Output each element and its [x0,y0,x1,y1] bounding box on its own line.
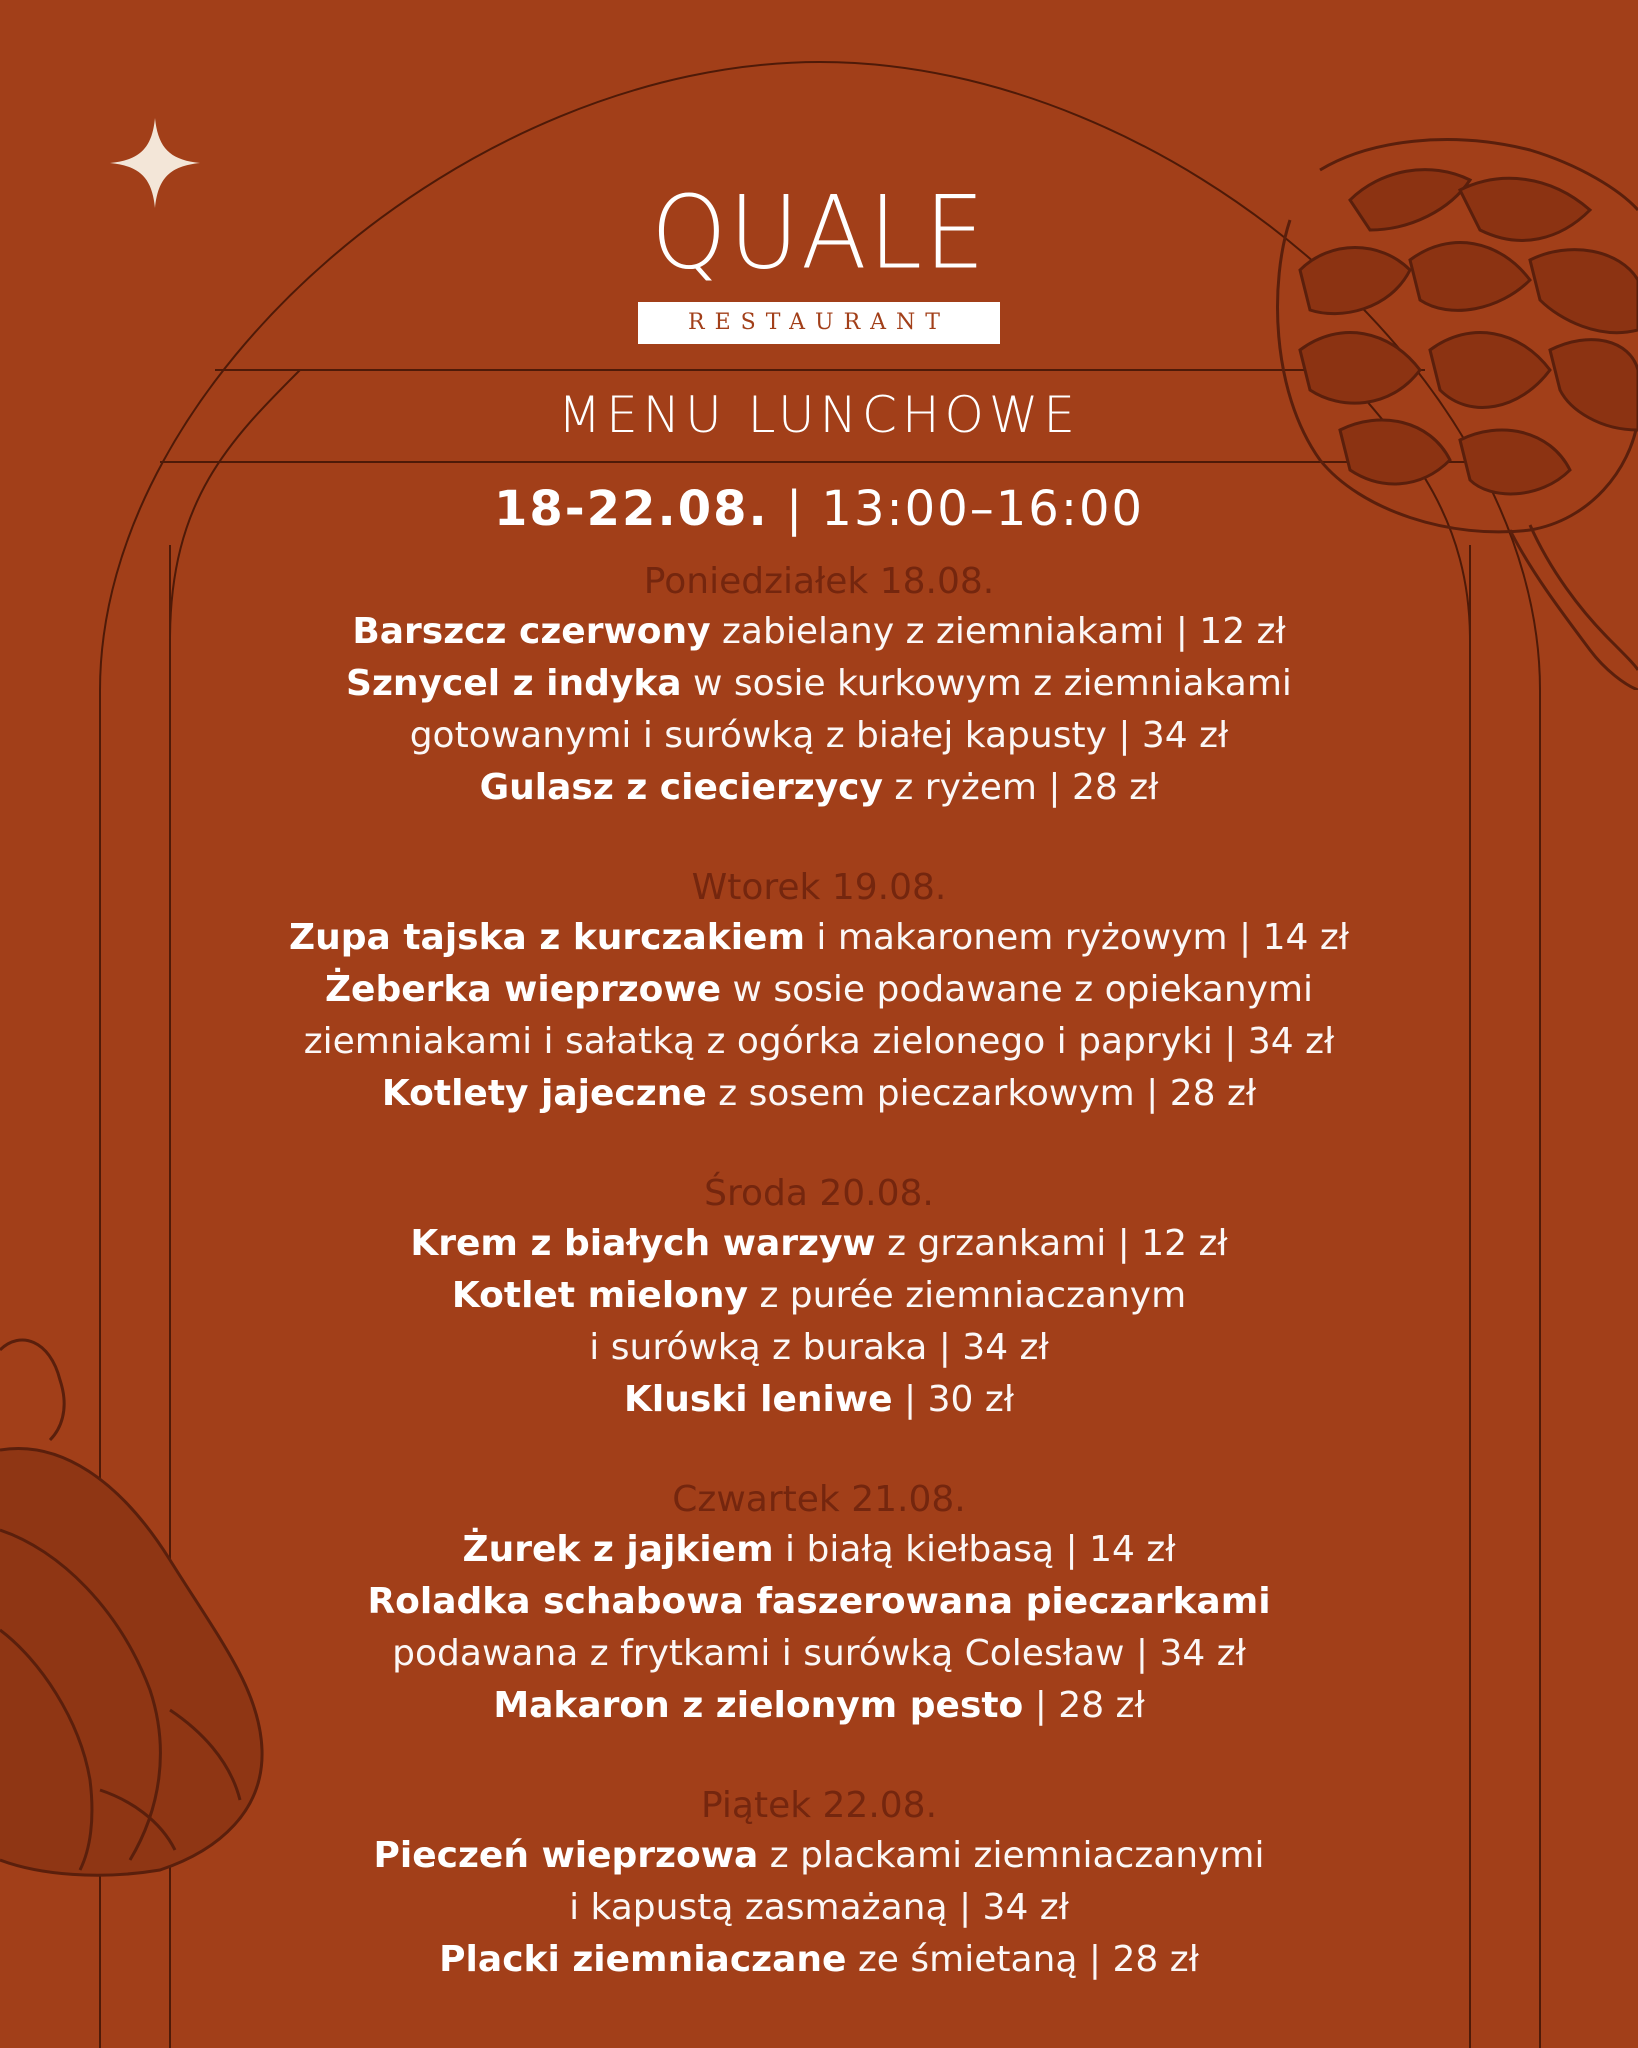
date-range-days: 18-22.08. [493,481,769,537]
dish-details: w sosie podawane z opiekanymi [721,969,1314,1010]
day-header: Wtorek 19.08. [691,867,947,908]
dish-name: Kotlety jajeczne [381,1073,707,1114]
menu-item [0,1934,1638,1986]
day-friday [0,1782,1638,1986]
menu-item-continuation [0,1322,1638,1374]
dish-name: Kotlet mielony [451,1275,748,1316]
day-wednesday [0,1170,1638,1426]
menu-item [0,912,1638,964]
date-range-hours: 13:00–16:00 [821,481,1145,537]
dish-details: i makaronem ryżowym | 14 zł [804,917,1350,958]
dish-details: i kapustą zasmażaną | 34 zł [569,1887,1069,1928]
dish-name: Sznycel z indyka [346,663,682,704]
dish-details: z ryżem | 28 zł [882,767,1159,808]
day-header: Poniedziałek 18.08. [643,561,995,602]
dish-details: z grzankami | 12 zł [875,1223,1228,1264]
menu-title: MENU LUNCHOWE [558,386,1080,444]
dish-details: i surówką z buraka | 34 zł [589,1327,1049,1368]
dish-details: z plackami ziemniaczanymi [758,1835,1265,1876]
dish-name: Gulasz z ciecierzycy [479,767,883,808]
menu-item-continuation [0,1628,1638,1680]
dish-details: podawana z frytkami i surówką Colesław | 34 zł [392,1633,1246,1674]
day-tuesday [0,864,1638,1120]
dish-details: z purée ziemniaczanym [748,1275,1187,1316]
dish-name: Roladka schabowa faszerowana pieczarkami [367,1581,1271,1622]
day-monday [0,558,1638,814]
dish-details: | 30 zł [892,1379,1014,1420]
dish-name: Żurek z jajkiem [462,1529,774,1570]
menu-item [0,964,1638,1016]
menu-item-continuation [0,1016,1638,1068]
dish-name: Makaron z zielonym pesto [493,1685,1024,1726]
menu-item [0,606,1638,658]
brand-subtitle: RESTAURANT [638,302,1000,344]
menu-item-continuation [0,710,1638,762]
dish-name: Pieczeń wieprzowa [373,1835,759,1876]
date-range [0,476,1638,542]
menu-item [0,1576,1638,1628]
menu-item [0,1068,1638,1120]
menu-item [0,1524,1638,1576]
dish-name: Kluski leniwe [624,1379,893,1420]
dish-details: ziemniakami i sałatką z ogórka zielonego i papryki | 34 zł [303,1021,1335,1062]
dish-details: w sosie kurkowym z ziemniakami [681,663,1292,704]
menu-item [0,658,1638,710]
dish-details: gotowanymi i surówką z białej kapusty | 34 zł [409,715,1229,756]
dish-details: | 28 zł [1023,1685,1145,1726]
dish-details: zabielany z ziemniakami | 12 zł [710,611,1286,652]
dish-name: Zupa tajska z kurczakiem [288,917,805,958]
dish-name: Placki ziemniaczane [439,1939,847,1980]
dish-name: Żeberka wieprzowe [324,969,722,1010]
menu-item [0,1680,1638,1732]
dish-details: i białą kiełbasą | 14 zł [773,1529,1176,1570]
dish-name: Barszcz czerwony [352,611,711,652]
dish-details: z sosem pieczarkowym | 28 zł [706,1073,1257,1114]
date-separator: | [768,481,822,537]
day-thursday [0,1476,1638,1732]
brand-name: QUALE [651,174,987,292]
dish-details: ze śmietaną | 28 zł [846,1939,1199,1980]
day-header: Piątek 22.08. [700,1785,938,1826]
menu-item [0,762,1638,814]
menu-item [0,1374,1638,1426]
day-header: Czwartek 21.08. [672,1479,966,1520]
day-header: Środa 20.08. [704,1173,934,1214]
menu-item [0,1270,1638,1322]
menu-item [0,1830,1638,1882]
menu-item-continuation [0,1882,1638,1934]
brand-logo [0,174,1638,292]
dish-name: Krem z białych warzyw [410,1223,876,1264]
menu-item [0,1218,1638,1270]
menu-list [0,558,1638,2036]
